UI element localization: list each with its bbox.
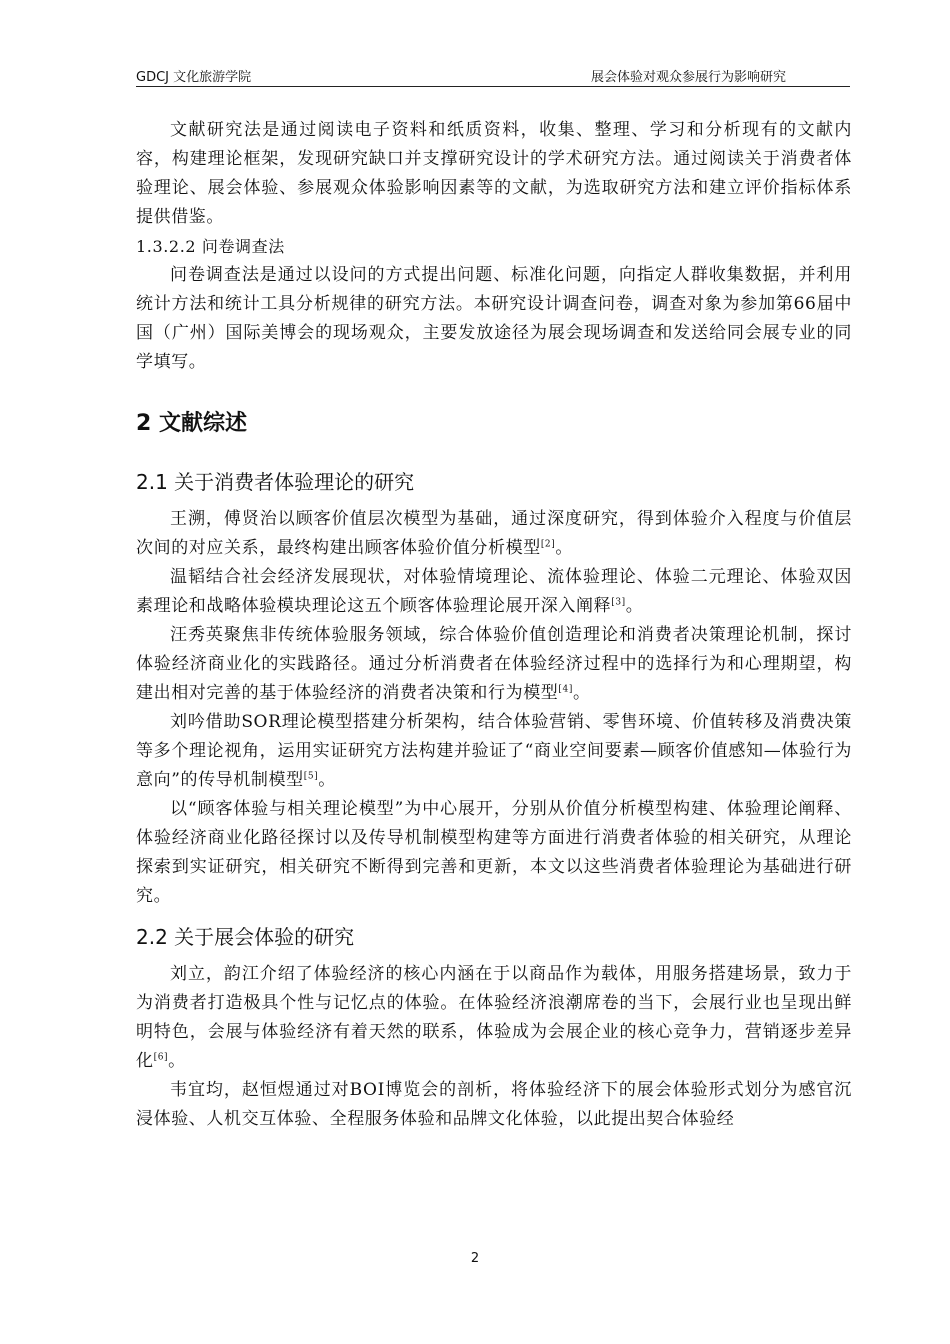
page-header — [136, 62, 850, 87]
header-institution: GDCJ 文化旅游学院 — [136, 70, 252, 85]
citation: [4] — [558, 684, 573, 695]
citation: [5] — [303, 771, 319, 782]
paragraph: 温韬结合社会经济发展现状，对体验情境理论、流体验理论、体验二元理论、体验双因素理论和战略体验模块理论这五个顾客体验理论展开深入阐释[3]。 — [136, 567, 852, 616]
paragraph: 刘立，韵江介绍了体验经济的核心内涵在于以商品作为载体，用服务搭建场景，致力于为消费者打造极具个性与记忆点的体验。在体验经济浪潮席卷的当下，会展行业也呈现出鲜明特色，会展与体验经济有着天然的联系，体验成为会展企业的核心竞争力，营销逐步差异化[6]。 — [136, 964, 852, 1071]
paragraph-literature-method: 文献研究法是通过阅读电子资料和纸质资料，收集、整理、学习和分析现有的文献内容，构建理论框架，发现研究缺口并支撑研究设计的学术研究方法。通过阅读关于消费者体验理论、展会体验、参展观众体验影响因素等的文献，为选取研究方法和建立评价指标体系提供借鉴。 — [136, 120, 852, 227]
paragraph: 王溯，傅贤治以顾客价值层次模型为基础，通过深度研究，得到体验介入程度与价值层次间的对应关系，最终构建出顾客体验价值分析模型[2]。 — [136, 509, 852, 558]
page-number: 2 — [470, 1251, 480, 1266]
paragraph: 以“顾客体验与相关理论模型”为中心展开，分别从价值分析模型构建、体验理论阐释、体验经济商业化路径探讨以及传导机制模型构建等方面进行消费者体验的相关研究，从理论探索到实证研究，相关研究不断得到完善和更新，本文以这些消费者体验理论为基础进行研究。 — [136, 799, 852, 906]
page-body — [136, 116, 852, 1134]
paragraph: 韦宜均，赵恒煜通过对BOI博览会的剖析，将体验经济下的展会体验形式划分为感官沉浸体验、人机交互体验、全程服务体验和品牌文化体验，以此提出契合体验经 — [136, 1080, 852, 1129]
header-title: 展会体验对观众参展行为影响研究 — [590, 70, 786, 85]
citation: [2] — [540, 539, 556, 550]
citation: [3] — [611, 597, 626, 608]
paragraph: 刘吟借助SOR理论模型搭建分析架构，结合体验营销、零售环境、价值转移及消费决策等多个理论视角，运用实证研究方法构建并验证了“商业空间要素—顾客价值感知—体验行为意向”的传导机制模型[5]。 — [136, 712, 852, 790]
section-heading-2-2: 2.2 关于展会体验的研究 — [136, 925, 355, 949]
section-heading-2-1: 2.1 关于消费者体验理论的研究 — [136, 470, 415, 494]
subsection-heading-questionnaire: 1.3.2.2 问卷调查法 — [136, 237, 285, 256]
chapter-heading: 2 文献综述 — [136, 411, 247, 436]
paragraph: 汪秀英聚焦非传统体验服务领域，综合体验价值创造理论和消费者决策理论机制，探讨体验经济商业化的实践路径。通过分析消费者在体验经济过程中的选择行为和心理期望，构建出相对完善的基于体验经济的消费者决策和行为模型[4]。 — [136, 625, 852, 703]
citation: [6] — [153, 1052, 169, 1063]
paragraph-questionnaire-method: 问卷调查法是通过以设问的方式提出问题、标准化问题，向指定人群收集数据，并利用统计方法和统计工具分析规律的研究方法。本研究设计调查问卷，调查对象为参加第66届中国（广州）国际美博会的现场观众，主要发放途径为展会现场调查和发送给同会展专业的同学填写。 — [136, 265, 852, 372]
